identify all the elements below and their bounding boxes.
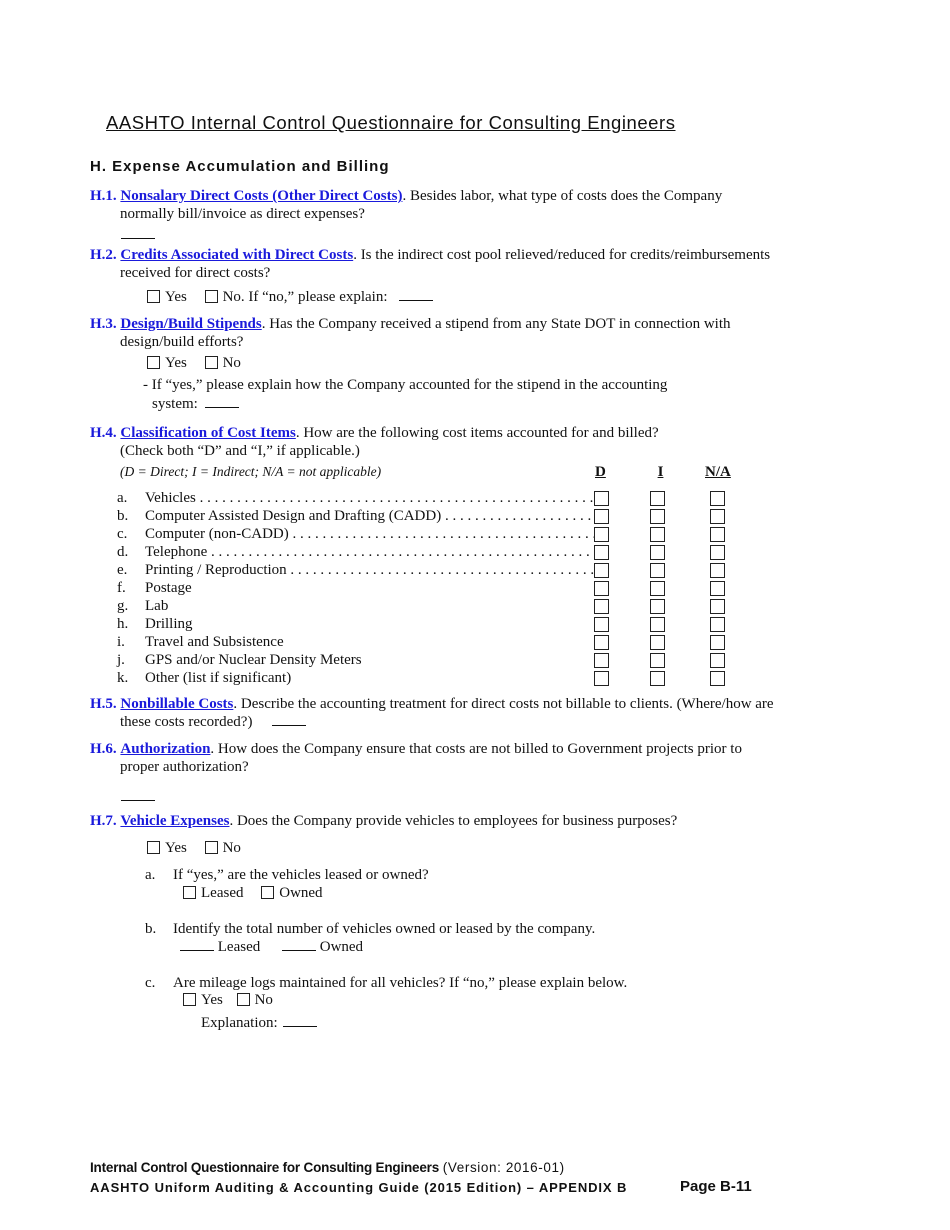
no-label: No bbox=[222, 355, 241, 371]
question-link[interactable]: Design/Build Stipends bbox=[120, 316, 262, 332]
h7c-options bbox=[183, 991, 273, 1009]
h7a-options bbox=[183, 884, 323, 902]
yes-checkbox[interactable] bbox=[147, 290, 160, 303]
na-checkbox[interactable] bbox=[710, 671, 725, 686]
footer-guide: AASHTO Uniform Auditing & Accounting Guide (2015 Edition) – APPENDIX B bbox=[90, 1180, 628, 1195]
no-checkbox[interactable] bbox=[205, 290, 218, 303]
direct-checkbox[interactable] bbox=[594, 599, 609, 614]
section-title: H. Expense Accumulation and Billing bbox=[90, 158, 390, 175]
yes-label: Yes bbox=[165, 355, 187, 371]
question-text: . Describe the accounting treatment for direct costs not billable to clients. (Where/how are bbox=[233, 696, 774, 712]
row-letter: i. bbox=[117, 634, 125, 650]
indirect-checkbox[interactable] bbox=[650, 545, 665, 560]
row-label: Other (list if significant) bbox=[145, 670, 292, 686]
question-number: H.1. bbox=[90, 188, 117, 204]
question-h2 bbox=[90, 246, 805, 282]
na-checkbox[interactable] bbox=[710, 653, 725, 668]
explanation-blank[interactable] bbox=[283, 1014, 317, 1027]
owned-checkbox[interactable] bbox=[261, 886, 274, 899]
na-checkbox[interactable] bbox=[710, 563, 725, 578]
answer-blank[interactable] bbox=[205, 395, 239, 408]
question-text: . Is the indirect cost pool relieved/reduced for credits/reimbursements bbox=[353, 247, 771, 263]
table-row bbox=[117, 597, 597, 615]
leased-label: Leased bbox=[201, 885, 244, 901]
answer-blank[interactable] bbox=[121, 788, 155, 801]
table-row bbox=[117, 651, 597, 669]
indirect-checkbox[interactable] bbox=[650, 581, 665, 596]
column-header-na: N/A bbox=[705, 464, 731, 480]
no-checkbox[interactable] bbox=[237, 993, 250, 1006]
question-h7 bbox=[90, 812, 805, 830]
no-label: No. If “no,” please explain: bbox=[222, 289, 388, 305]
direct-checkbox[interactable] bbox=[594, 617, 609, 632]
row-label: Travel and Subsistence bbox=[145, 634, 284, 650]
question-h3 bbox=[90, 315, 805, 351]
indirect-checkbox[interactable] bbox=[650, 671, 665, 686]
question-number: H.2. bbox=[90, 247, 117, 263]
question-text: . How are the following cost items accounted for and billed? bbox=[295, 425, 659, 441]
owned-count-blank[interactable] bbox=[282, 938, 316, 951]
row-letter: c. bbox=[117, 526, 128, 542]
table-row bbox=[117, 579, 597, 597]
na-checkbox[interactable] bbox=[710, 581, 725, 596]
table-row bbox=[117, 525, 597, 543]
system-label: system: bbox=[152, 396, 198, 412]
column-header-d: D bbox=[595, 464, 606, 480]
row-letter: e. bbox=[117, 562, 128, 578]
h3-sub-text: - If “yes,” please explain how the Company accounted for the stipend in the accounting bbox=[143, 377, 668, 393]
table-row bbox=[117, 489, 597, 507]
indirect-checkbox[interactable] bbox=[650, 563, 665, 578]
question-number: H.4. bbox=[90, 425, 117, 441]
question-h6 bbox=[90, 740, 805, 776]
yes-label: Yes bbox=[165, 289, 187, 305]
question-text: . Does the Company provide vehicles to employees for business purposes? bbox=[229, 813, 678, 829]
row-letter: j. bbox=[117, 652, 125, 668]
na-checkbox[interactable] bbox=[710, 635, 725, 650]
question-link[interactable]: Authorization bbox=[120, 741, 211, 757]
indirect-checkbox[interactable] bbox=[650, 599, 665, 614]
direct-checkbox[interactable] bbox=[594, 635, 609, 650]
row-label: GPS and/or Nuclear Density Meters bbox=[145, 652, 362, 668]
no-label: No bbox=[222, 840, 241, 856]
question-text-cont-label: these costs recorded?) bbox=[120, 714, 253, 730]
row-letter: k. bbox=[117, 670, 129, 686]
h7a-text: If “yes,” are the vehicles leased or owned? bbox=[173, 867, 429, 883]
question-text-cont: received for direct costs? bbox=[120, 265, 271, 281]
indirect-checkbox[interactable] bbox=[650, 635, 665, 650]
yes-checkbox[interactable] bbox=[147, 356, 160, 369]
h7c-text: Are mileage logs maintained for all vehicles? If “no,” please explain below. bbox=[173, 975, 628, 991]
indirect-checkbox[interactable] bbox=[650, 653, 665, 668]
direct-checkbox[interactable] bbox=[594, 509, 609, 524]
question-number: H.6. bbox=[90, 741, 117, 757]
direct-checkbox[interactable] bbox=[594, 653, 609, 668]
h7-options bbox=[147, 839, 241, 857]
indirect-checkbox[interactable] bbox=[650, 527, 665, 542]
question-number: H.3. bbox=[90, 316, 117, 332]
owned-label: Owned bbox=[319, 939, 364, 955]
table-row bbox=[117, 615, 597, 633]
page-number: Page B-11 bbox=[680, 1178, 752, 1195]
row-letter: f. bbox=[117, 580, 126, 596]
question-link[interactable]: Credits Associated with Direct Costs bbox=[120, 247, 354, 263]
question-link[interactable]: Vehicle Expenses bbox=[120, 813, 230, 829]
question-text-cont: proper authorization? bbox=[120, 759, 249, 775]
row-label: Vehicles . . . bbox=[145, 489, 595, 507]
h7a-letter: a. bbox=[145, 867, 156, 883]
na-checkbox[interactable] bbox=[710, 617, 725, 632]
owned-label: Owned bbox=[279, 885, 323, 901]
table-row bbox=[117, 633, 597, 651]
question-text: . Has the Company received a stipend from any State DOT in connection with bbox=[261, 316, 731, 332]
row-label: Printing / Reproduction . . . bbox=[145, 561, 595, 579]
h3-options bbox=[147, 354, 241, 372]
row-label: Computer Assisted Design and Drafting (CADD) . . . bbox=[145, 507, 595, 525]
h7b-letter: b. bbox=[145, 921, 157, 937]
na-checkbox[interactable] bbox=[710, 599, 725, 614]
na-checkbox[interactable] bbox=[710, 509, 725, 524]
row-label: Telephone . . . bbox=[145, 543, 595, 561]
direct-checkbox[interactable] bbox=[594, 527, 609, 542]
indirect-checkbox[interactable] bbox=[650, 491, 665, 506]
table-row bbox=[117, 543, 597, 561]
question-text-cont: normally bill/invoice as direct expenses? bbox=[120, 206, 365, 222]
yes-checkbox[interactable] bbox=[147, 841, 160, 854]
table-row bbox=[117, 561, 597, 579]
question-text-cont: (Check both “D” and “I,” if applicable.) bbox=[120, 443, 360, 459]
question-link[interactable]: Nonbillable Costs bbox=[120, 696, 234, 712]
na-checkbox[interactable] bbox=[710, 491, 725, 506]
h7b-answers bbox=[180, 938, 363, 956]
row-label: Postage bbox=[145, 580, 192, 596]
na-checkbox[interactable] bbox=[710, 527, 725, 542]
row-letter: a. bbox=[117, 490, 128, 506]
footer-title bbox=[90, 1160, 565, 1175]
yes-label: Yes bbox=[201, 992, 223, 1008]
answer-blank[interactable] bbox=[272, 713, 306, 726]
question-number: H.5. bbox=[90, 696, 117, 712]
no-label: No bbox=[254, 992, 273, 1008]
footer-version: (Version: 2016-01) bbox=[442, 1160, 565, 1175]
direct-checkbox[interactable] bbox=[594, 671, 609, 686]
h2-options bbox=[147, 288, 433, 306]
leased-label: Leased bbox=[217, 939, 261, 955]
row-label: Drilling bbox=[145, 616, 193, 632]
row-letter: d. bbox=[117, 544, 129, 560]
row-letter: g. bbox=[117, 598, 129, 614]
answer-blank[interactable] bbox=[121, 226, 155, 239]
question-text-cont: design/build efforts? bbox=[120, 334, 244, 350]
table-row bbox=[117, 507, 597, 525]
yes-checkbox[interactable] bbox=[183, 993, 196, 1006]
row-label: Computer (non-CADD) . . . bbox=[145, 525, 595, 543]
h7b-text: Identify the total number of vehicles owned or leased by the company. bbox=[173, 921, 596, 937]
h3-sub-text-cont bbox=[152, 395, 239, 413]
page-title: AASHTO Internal Control Questionnaire for Consulting Engineers bbox=[106, 112, 676, 133]
question-h5 bbox=[90, 695, 805, 731]
leased-checkbox[interactable] bbox=[183, 886, 196, 899]
direct-checkbox[interactable] bbox=[594, 581, 609, 596]
indirect-checkbox[interactable] bbox=[650, 509, 665, 524]
question-number: H.7. bbox=[90, 813, 117, 829]
direct-checkbox[interactable] bbox=[594, 563, 609, 578]
row-letter: h. bbox=[117, 616, 129, 632]
classification-legend: (D = Direct; I = Indirect; N/A = not applicable) bbox=[120, 464, 382, 479]
na-checkbox[interactable] bbox=[710, 545, 725, 560]
h7c-explanation bbox=[201, 1014, 317, 1032]
question-h1 bbox=[90, 187, 805, 223]
question-link[interactable]: Classification of Cost Items bbox=[120, 425, 296, 441]
question-link[interactable]: Nonsalary Direct Costs (Other Direct Costs) bbox=[120, 188, 403, 204]
yes-label: Yes bbox=[165, 840, 187, 856]
direct-checkbox[interactable] bbox=[594, 491, 609, 506]
no-checkbox[interactable] bbox=[205, 356, 218, 369]
question-text: . How does the Company ensure that costs are not billed to Government projects prior to bbox=[210, 741, 742, 757]
column-header-i: I bbox=[657, 464, 664, 480]
question-text: . Besides labor, what type of costs does the Company bbox=[402, 188, 723, 204]
answer-blank[interactable] bbox=[399, 288, 433, 301]
row-letter: b. bbox=[117, 508, 129, 524]
footer-title-bold: Internal Control Questionnaire for Consulting Engineers bbox=[90, 1160, 440, 1175]
leased-count-blank[interactable] bbox=[180, 938, 214, 951]
question-text-cont bbox=[90, 713, 805, 731]
explanation-label: Explanation: bbox=[201, 1015, 278, 1031]
h7c-letter: c. bbox=[145, 975, 156, 991]
question-h4 bbox=[90, 424, 805, 460]
direct-checkbox[interactable] bbox=[594, 545, 609, 560]
no-checkbox[interactable] bbox=[205, 841, 218, 854]
row-label: Lab bbox=[145, 598, 169, 614]
table-row bbox=[117, 669, 597, 687]
indirect-checkbox[interactable] bbox=[650, 617, 665, 632]
